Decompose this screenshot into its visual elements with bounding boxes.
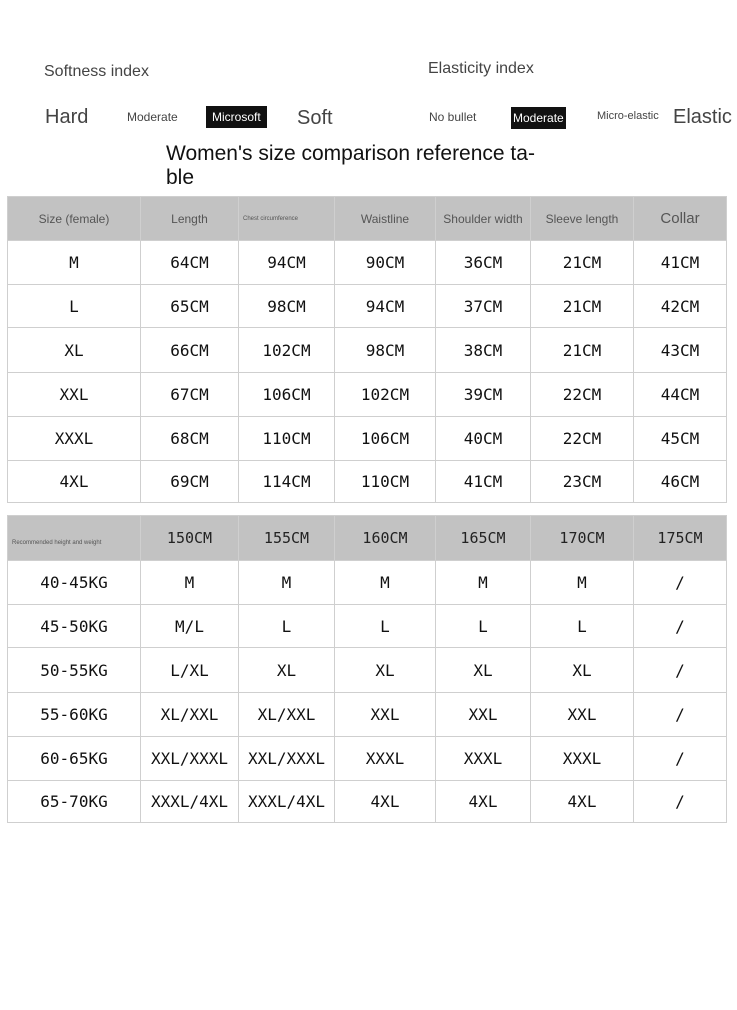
table-cell: 41CM bbox=[634, 241, 727, 285]
table-cell: 65-70KG bbox=[8, 781, 141, 823]
table-cell: XXXL bbox=[8, 417, 141, 461]
elasticity-scale-micro-elastic: Micro-elastic bbox=[597, 110, 659, 122]
softness-scale-hard: Hard bbox=[45, 106, 89, 128]
table-cell: XL bbox=[531, 648, 634, 693]
table-cell: 40-45KG bbox=[8, 561, 141, 605]
table-cell: 41CM bbox=[436, 461, 531, 503]
header-height-165: 165CM bbox=[436, 516, 531, 561]
table-cell: XL/XXL bbox=[239, 693, 335, 737]
softness-scale-moderate: Moderate bbox=[127, 110, 178, 124]
elasticity-scale-selected: Moderate bbox=[511, 107, 566, 129]
table-cell: XXXL/4XL bbox=[141, 781, 239, 823]
table-cell: M bbox=[531, 561, 634, 605]
table-cell: L bbox=[239, 605, 335, 648]
elasticity-scale-no-bullet: No bullet bbox=[429, 110, 477, 124]
table-cell: M bbox=[8, 241, 141, 285]
table-cell: / bbox=[634, 781, 727, 823]
table-cell: 110CM bbox=[239, 417, 335, 461]
table-cell: 21CM bbox=[531, 328, 634, 373]
table-cell: M/L bbox=[141, 605, 239, 648]
table-cell: / bbox=[634, 561, 727, 605]
header-size: Size (female) bbox=[8, 197, 141, 241]
table-cell: 102CM bbox=[335, 373, 436, 417]
table-cell: XXL bbox=[531, 693, 634, 737]
table-row bbox=[8, 693, 727, 737]
table-cell: 98CM bbox=[335, 328, 436, 373]
elasticity-scale-elastic: Elastic bbox=[673, 106, 732, 128]
table-cell: 37CM bbox=[436, 285, 531, 328]
table-cell: 39CM bbox=[436, 373, 531, 417]
table-cell: XXL/XXXL bbox=[141, 737, 239, 781]
softness-scale-selected: Microsoft bbox=[206, 106, 267, 128]
table-cell: XXL bbox=[8, 373, 141, 417]
table-row bbox=[8, 781, 727, 823]
table-cell: / bbox=[634, 648, 727, 693]
table-cell: 46CM bbox=[634, 461, 727, 503]
table-cell: 94CM bbox=[335, 285, 436, 328]
table-cell: 94CM bbox=[239, 241, 335, 285]
table-cell: 21CM bbox=[531, 241, 634, 285]
table-cell: 67CM bbox=[141, 373, 239, 417]
header-waistline: Waistline bbox=[335, 197, 436, 241]
table-cell: 64CM bbox=[141, 241, 239, 285]
table-cell: 114CM bbox=[239, 461, 335, 503]
table-cell: 102CM bbox=[239, 328, 335, 373]
table-row bbox=[8, 737, 727, 781]
header-height-150: 150CM bbox=[141, 516, 239, 561]
table-cell: XXXL bbox=[531, 737, 634, 781]
table-cell: 43CM bbox=[634, 328, 727, 373]
table-cell: 68CM bbox=[141, 417, 239, 461]
table-cell: L bbox=[436, 605, 531, 648]
table-cell: 45CM bbox=[634, 417, 727, 461]
elasticity-index-label: Elasticity index bbox=[428, 60, 534, 77]
table-cell: 110CM bbox=[335, 461, 436, 503]
table-cell: 60-65KG bbox=[8, 737, 141, 781]
table-cell: XXL/XXXL bbox=[239, 737, 335, 781]
table-row bbox=[8, 241, 727, 285]
table-cell: 90CM bbox=[335, 241, 436, 285]
table-cell: 42CM bbox=[634, 285, 727, 328]
table-cell: XXXL bbox=[436, 737, 531, 781]
table-row bbox=[8, 417, 727, 461]
table-cell: 106CM bbox=[335, 417, 436, 461]
table-cell: XXXL bbox=[335, 737, 436, 781]
header-chest: Chest circumference bbox=[239, 197, 335, 241]
table-cell: 40CM bbox=[436, 417, 531, 461]
header-recommended: Recommended height and weight bbox=[8, 516, 141, 561]
table-cell: 23CM bbox=[531, 461, 634, 503]
header-length: Length bbox=[141, 197, 239, 241]
table-row bbox=[8, 285, 727, 328]
header-height-160: 160CM bbox=[335, 516, 436, 561]
table-cell: XL bbox=[335, 648, 436, 693]
table-cell: 4XL bbox=[436, 781, 531, 823]
table-cell: XL bbox=[239, 648, 335, 693]
table-cell: M bbox=[335, 561, 436, 605]
size-table-header bbox=[8, 197, 727, 241]
header-height-175: 175CM bbox=[634, 516, 727, 561]
table-cell: 55-60KG bbox=[8, 693, 141, 737]
table-cell: XXXL/4XL bbox=[239, 781, 335, 823]
table-cell: 65CM bbox=[141, 285, 239, 328]
table-cell: XL/XXL bbox=[141, 693, 239, 737]
softness-index-label: Softness index bbox=[44, 63, 149, 80]
table-cell: L bbox=[531, 605, 634, 648]
table-row bbox=[8, 561, 727, 605]
page-title: Women's size comparison reference ta- ble bbox=[166, 142, 535, 189]
header-height-170: 170CM bbox=[531, 516, 634, 561]
header-sleeve: Sleeve length bbox=[531, 197, 634, 241]
table-cell: 4XL bbox=[531, 781, 634, 823]
table-cell: M bbox=[436, 561, 531, 605]
table-cell: 106CM bbox=[239, 373, 335, 417]
table-cell: 44CM bbox=[634, 373, 727, 417]
table-cell: / bbox=[634, 737, 727, 781]
table-cell: L bbox=[8, 285, 141, 328]
table-cell: M bbox=[141, 561, 239, 605]
header-shoulder: Shoulder width bbox=[436, 197, 531, 241]
table-cell: 22CM bbox=[531, 417, 634, 461]
table-cell: 98CM bbox=[239, 285, 335, 328]
table-cell: 22CM bbox=[531, 373, 634, 417]
table-cell: 50-55KG bbox=[8, 648, 141, 693]
table-cell: 4XL bbox=[335, 781, 436, 823]
table-row bbox=[8, 328, 727, 373]
table-cell: L bbox=[335, 605, 436, 648]
table-cell: 4XL bbox=[8, 461, 141, 503]
table-cell: 69CM bbox=[141, 461, 239, 503]
table-cell: 38CM bbox=[436, 328, 531, 373]
recommendation-table bbox=[7, 515, 727, 823]
table-row bbox=[8, 373, 727, 417]
softness-scale-soft: Soft bbox=[297, 107, 333, 129]
table-cell: / bbox=[634, 693, 727, 737]
table-cell: 66CM bbox=[141, 328, 239, 373]
table-cell: XL bbox=[8, 328, 141, 373]
table-cell: 45-50KG bbox=[8, 605, 141, 648]
table-row bbox=[8, 461, 727, 503]
table-cell: L/XL bbox=[141, 648, 239, 693]
table-cell: M bbox=[239, 561, 335, 605]
table-cell: XXL bbox=[436, 693, 531, 737]
table-cell: / bbox=[634, 605, 727, 648]
table-row bbox=[8, 648, 727, 693]
header-collar: Collar bbox=[634, 197, 727, 241]
table-cell: 36CM bbox=[436, 241, 531, 285]
table-cell: XL bbox=[436, 648, 531, 693]
table-cell: XXL bbox=[335, 693, 436, 737]
table-row bbox=[8, 605, 727, 648]
header-height-155: 155CM bbox=[239, 516, 335, 561]
size-table bbox=[7, 196, 727, 503]
recommendation-table-header bbox=[8, 516, 727, 561]
table-cell: 21CM bbox=[531, 285, 634, 328]
